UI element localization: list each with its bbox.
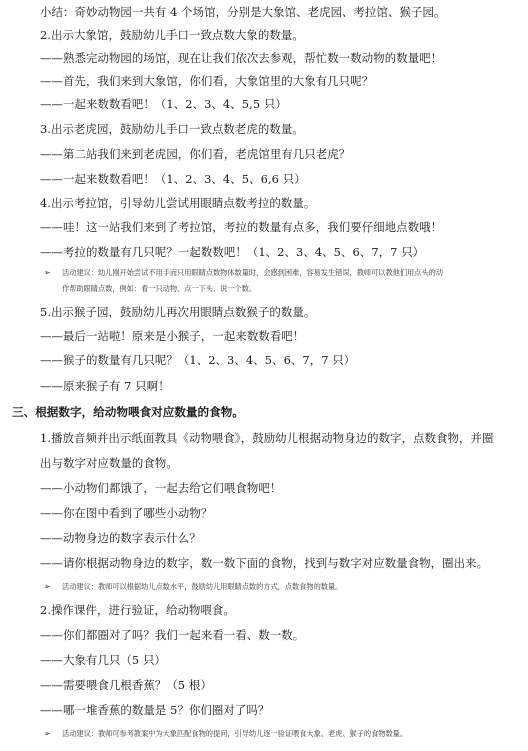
step-1-title-cont: 出与数字对应数量的食物。 (40, 456, 178, 470)
dialogue-line: ——考拉的数量有几只呢？一起数数吧！（1、2、3、4、5、6、7，7 只） (40, 245, 425, 259)
step-1-title: 1.播放音频并出示纸面教具《动物喂食》，鼓励幼儿根据动物身边的数字，点数食物，并圈 (40, 431, 494, 445)
dialogue-line: ——请你根据动物身边的数字，数一数下面的食物，找到与数字对应数量食物，圈出来。 (40, 556, 489, 570)
dialogue-line: ——首先，我们来到大象馆，你们看，大象馆里的大象有几只呢？ (40, 74, 374, 88)
activity-note: 作帮助眼睛点数，例如：看一只动物、点一下头、说一个数。 (62, 284, 257, 293)
dialogue-line: ——你在图中看到了哪些小动物？ (40, 506, 213, 520)
dialogue-line: ——哇！这一站我们来到了考拉馆，考拉的数量有点多，我们要仔细地点数哦！ (40, 220, 443, 234)
activity-note: 活动建议：幼儿刚开始尝试不用手而只用眼睛点数物体数量时，会感到困难，容易发生错误，教师可以教他们用点头的动 (62, 268, 443, 277)
dialogue-line: ——你们都圈对了吗？我们一起来看一看、数一数。 (40, 628, 305, 642)
dialogue-line: ——最后一站啦！原来是小猴子，一起来数数看吧！ (40, 329, 305, 343)
activity-note: 活动建议：教师可以根据幼儿点数水平，鼓励幼儿用眼睛点数的方式，点数食物的数量。 (62, 582, 343, 591)
step-4-title: 4.出示考拉馆，引导幼儿尝试用眼睛点数考拉的数量。 (40, 196, 316, 210)
dialogue-line: ——原来猴子有 7 只啊！ (40, 379, 170, 393)
dialogue-line: ——大象有几只（5 只） (40, 653, 166, 667)
step-2-title: 2.操作课件，进行验证，给动物喂食。 (40, 603, 235, 617)
step-3-title: 3.出示老虎园，鼓励幼儿手口一致点数老虎的数量。 (40, 122, 304, 136)
section-heading: 三、根据数字，给动物喂食对应数量的食物。 (12, 405, 244, 419)
dialogue-line: ——哪一堆香蕉的数量是 5？你们圈对了吗？ (40, 703, 270, 717)
step-5-title: 5.出示猴子园，鼓励幼儿再次用眼睛点数猴子的数量。 (40, 305, 316, 319)
step-2-title: 2.出示大象馆，鼓励幼儿手口一致点数大象的数量。 (40, 28, 304, 42)
dialogue-line: ——一起来数数看吧！（1、2、3、4、5,5 只） (40, 97, 287, 111)
dialogue-line: ——小动物们都饿了，一起去给它们喂食物吧！ (40, 481, 282, 495)
summary-line: 小结：奇妙动物园一共有 4 个场馆，分别是大象馆、老虎园、考拉馆、猴子园。 (40, 5, 446, 19)
dialogue-line: ——第二站我们来到老虎园，你们看，老虎馆里有几只老虎？ (40, 147, 351, 161)
dialogue-line: ——动物身边的数字表示什么？ (40, 531, 201, 545)
activity-note: 活动建议：教师可参考教案中为大象匹配食物的提问，引导幼儿逐一验证喂食大象、老虎、猴子的食物数量。 (62, 729, 408, 738)
bullet-arrow-icon: ➢ (44, 582, 51, 591)
bullet-arrow-icon: ➢ (44, 729, 51, 738)
dialogue-line: ——猴子的数量有几只呢？（1、2、3、4、5、6、7，7 只） (40, 353, 356, 367)
dialogue-line: ——熟悉完动物园的场馆，现在让我们依次去参观，帮忙数一数动物的数量吧！ (40, 51, 443, 65)
dialogue-line: ——需要喂食几根香蕉？（5 根） (40, 678, 212, 692)
dialogue-line: ——一起来数数看吧！（1、2、3、4、5、6,6 只） (40, 172, 306, 186)
bullet-arrow-icon: ➢ (44, 268, 51, 277)
